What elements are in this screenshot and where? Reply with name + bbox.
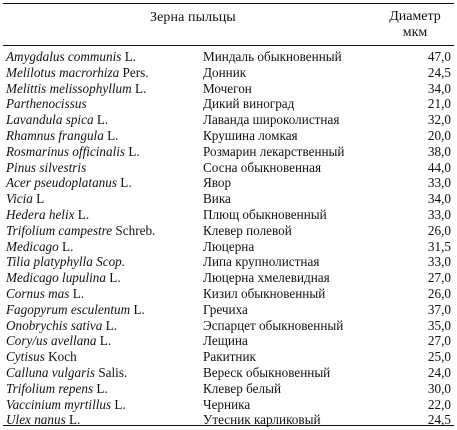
latin-species: Rhamnus frangula: [6, 127, 104, 143]
latin-author: L.: [69, 285, 85, 301]
latin-name: [6, 207, 89, 223]
diameter-value: 32,0: [427, 112, 451, 128]
russian-name: Явор: [203, 175, 232, 191]
table-row: [6, 223, 451, 239]
latin-species: Medicago lupulina: [6, 270, 106, 286]
header-diameter-label: Диаметр: [389, 9, 441, 24]
latin-author: Koch: [44, 349, 77, 365]
table-row: [6, 207, 451, 223]
diameter-value: 30,0: [427, 380, 451, 396]
latin-species: Rosmarinus officinalis: [6, 143, 126, 159]
russian-name: Ракитник: [203, 349, 256, 365]
table-row: [6, 302, 451, 318]
latin-name: [6, 65, 149, 81]
header-diameter-unit: мкм: [402, 25, 428, 40]
table-row: [6, 381, 451, 397]
latin-species: Trifolium campestre: [6, 222, 113, 238]
russian-name: Черника: [203, 396, 251, 412]
latin-species: Vaccinium myrtillus: [6, 396, 112, 412]
header-rule: [3, 45, 454, 46]
latin-species: Pinus silvestris: [6, 159, 87, 175]
latin-author: L.: [65, 412, 81, 428]
table-row: [6, 128, 451, 144]
header-diameter: [379, 9, 451, 41]
latin-author: L.: [93, 380, 108, 396]
latin-author: L.: [131, 80, 147, 96]
latin-name: [6, 270, 121, 286]
latin-name: [6, 81, 146, 97]
latin-author: L.: [58, 238, 74, 254]
latin-name: [6, 381, 108, 397]
table-row: [6, 254, 451, 270]
diameter-value: 27,0: [427, 270, 451, 286]
russian-name: Люцерна хмелевидная: [203, 270, 330, 286]
latin-species: Ulex nanus: [6, 412, 66, 428]
latin-species: Hedera helix: [6, 206, 75, 222]
russian-name: Гречиха: [203, 301, 248, 317]
latin-author: Schreb.: [112, 222, 156, 238]
diameter-value: 33,0: [427, 175, 451, 191]
diameter-value: 47,0: [427, 49, 451, 64]
latin-name: [6, 175, 132, 191]
table-row: [6, 349, 451, 365]
diameter-value: 25,0: [427, 349, 451, 365]
latin-author: Pers.: [119, 64, 149, 80]
latin-name: [6, 302, 145, 318]
table-row: [6, 175, 451, 191]
latin-author: L.: [103, 127, 119, 143]
diameter-value: 27,0: [427, 333, 451, 349]
latin-author: L.: [74, 206, 90, 222]
latin-name: [6, 286, 84, 302]
diameter-value: 24,0: [427, 364, 451, 380]
latin-author: L.: [93, 112, 109, 128]
russian-name: Сосна обыкновенная: [203, 159, 322, 175]
latin-author: L.: [130, 301, 145, 317]
table-row: [6, 81, 451, 97]
header-pollen-grains: Зерна пыльцы: [150, 10, 236, 25]
diameter-value: 24,5: [427, 64, 451, 80]
table-bottom-rule: [3, 425, 454, 426]
diameter-value: 20,0: [427, 127, 451, 143]
latin-species: Cory/us avellana: [6, 333, 97, 349]
diameter-value: 31,5: [427, 238, 451, 254]
russian-name: Мочегон: [203, 80, 252, 96]
latin-author: L.: [121, 49, 137, 64]
latin-species: Lavandula spica: [6, 112, 94, 128]
table-row: [6, 65, 451, 81]
russian-name: Кизил обыкновенный: [203, 285, 326, 301]
table-row: [6, 270, 451, 286]
latin-name: [6, 223, 155, 239]
table-top-rule: [3, 3, 454, 4]
diameter-value: 33,0: [427, 254, 451, 270]
table-row: [6, 144, 451, 160]
russian-name: Лаванда широколистная: [203, 112, 340, 128]
latin-species: Fagopyrum esculentum: [6, 301, 131, 317]
latin-species: Amygdalus communis: [6, 49, 122, 64]
latin-species: Parthenocissus: [6, 96, 87, 112]
russian-name: Лещина: [203, 333, 248, 349]
table-row: [6, 365, 451, 381]
latin-species: Tilia platyphylla Scop.: [6, 254, 126, 270]
latin-name: [6, 160, 86, 176]
russian-name: Розмарин лекарственный: [203, 143, 345, 159]
latin-name: [6, 128, 118, 144]
latin-species: Medicago: [6, 238, 59, 254]
russian-name: Миндаль обыкновенный: [203, 49, 342, 64]
table-body: [6, 49, 451, 428]
russian-name: Дикий виноград: [203, 96, 295, 112]
latin-name: [6, 365, 127, 381]
russian-name: Люцерна: [203, 238, 255, 254]
russian-name: Липа крупнолистная: [203, 254, 320, 270]
latin-author: L.: [125, 143, 140, 159]
latin-name: [6, 397, 126, 413]
latin-name: [6, 49, 136, 65]
latin-species: Vicia: [6, 191, 33, 207]
latin-species: Cornus mas: [6, 285, 70, 301]
diameter-value: 26,0: [427, 222, 451, 238]
latin-author: L: [32, 191, 45, 207]
diameter-value: 44,0: [427, 159, 451, 175]
table-row: [6, 160, 451, 176]
russian-name: Утесник карликовый: [203, 412, 321, 428]
table-row: [6, 112, 451, 128]
russian-name: Плющ обыкновенный: [203, 206, 327, 222]
table-row: [6, 286, 451, 302]
diameter-value: 34,0: [427, 80, 451, 96]
latin-name: [6, 96, 87, 112]
table-row: [6, 49, 451, 65]
russian-name: Клевер белый: [203, 380, 282, 396]
latin-species: Onobrychis sativa: [6, 317, 103, 333]
diameter-value: 22,0: [427, 396, 451, 412]
latin-name: [6, 333, 111, 349]
table-row: [6, 397, 451, 413]
latin-species: Cytisus: [6, 349, 45, 365]
diameter-value: 34,0: [427, 191, 451, 207]
russian-name: Крушина ломкая: [203, 127, 298, 143]
table-row: [6, 96, 451, 112]
latin-author: L.: [106, 270, 121, 286]
latin-species: Melittis melissophyllum: [6, 80, 132, 96]
russian-name: Клевер полевой: [203, 222, 292, 238]
latin-species: Trifolium repens: [6, 380, 94, 396]
latin-species: Acer pseudoplatanus: [6, 175, 117, 191]
latin-name: [6, 191, 44, 207]
latin-species: Calluna vulgaris: [6, 364, 96, 380]
russian-name: Донник: [203, 64, 247, 80]
diameter-value: 24,5: [427, 412, 451, 428]
table-row: [6, 239, 451, 255]
latin-name: [6, 254, 125, 270]
diameter-value: 33,0: [427, 206, 451, 222]
latin-name: [6, 318, 117, 334]
russian-name: Вика: [203, 191, 231, 207]
table-row: [6, 191, 451, 207]
latin-author: Salis.: [95, 364, 128, 380]
diameter-value: 21,0: [427, 96, 451, 112]
latin-name: [6, 239, 73, 255]
diameter-value: 37,0: [427, 301, 451, 317]
diameter-value: 35,0: [427, 317, 451, 333]
latin-author: L.: [102, 317, 117, 333]
latin-name: [6, 144, 140, 160]
russian-name: Эспарцет обыкновенный: [203, 317, 344, 333]
russian-name: Вереск обыкновенный: [203, 364, 331, 380]
diameter-value: 26,0: [427, 285, 451, 301]
latin-author: L.: [96, 333, 112, 349]
latin-author: L.: [116, 175, 132, 191]
diameter-value: 38,0: [427, 143, 451, 159]
latin-name: [6, 349, 77, 365]
latin-species: Melilotus macrorhiza: [6, 64, 120, 80]
table-row: [6, 333, 451, 349]
latin-author: L.: [111, 396, 126, 412]
latin-name: [6, 112, 108, 128]
table-row: [6, 318, 451, 334]
